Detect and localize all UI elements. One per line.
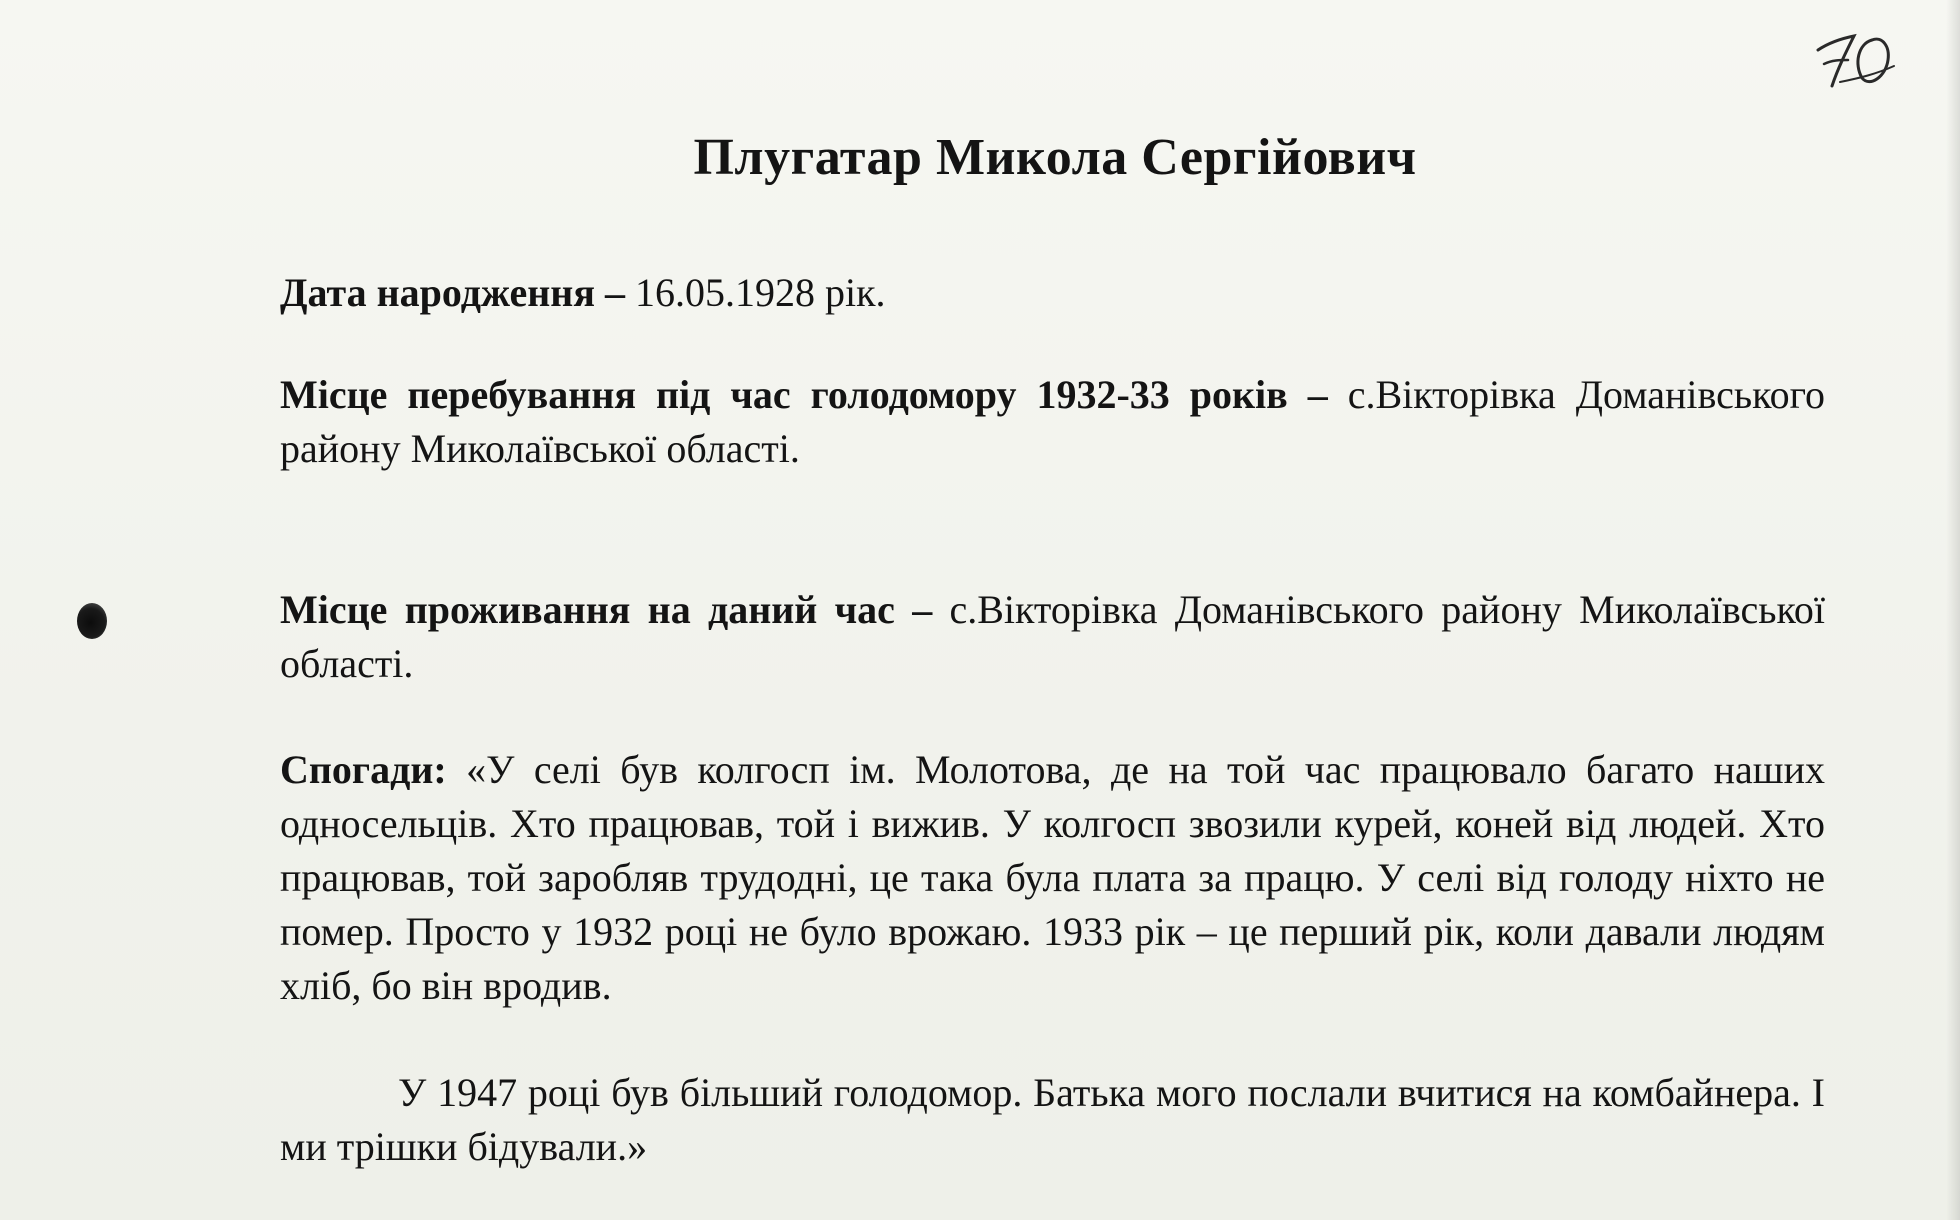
birth-date-line — [280, 266, 1825, 320]
handwritten-page-number — [1810, 20, 1900, 100]
current-place-paragraph — [280, 583, 1825, 691]
document-title: Плугатар Микола Сергійович — [693, 129, 1417, 186]
memories-text: «У селі був колгосп ім. Молотова, де на той час працювало багато наших односельців. Хто працював, той і вижив. У колгосп звозили курей, коней від людей. Хто працював, той заробляв трудодні, це така була плата за працю. У селі від голоду ніхто не помер. Просто у 1932 році не було врожаю. 1933 рік – це перший рік, коли давали людям хліб, бо він вродив. — [280, 747, 1825, 1008]
famine-place-value: с.Вікторівка Доманівського району Миколаївської області. — [280, 372, 1825, 471]
memories-paragraph-2: У 1947 році був більший голодомор. Батька мого послали вчитися на комбайнера. І ми трішки бідували.» — [280, 1070, 1825, 1169]
memories-paragraph — [280, 743, 1825, 1013]
famine-place-paragraph — [280, 368, 1825, 476]
birth-date-label: Дата народження – — [280, 270, 625, 315]
birth-date-value: 16.05.1928 рік. — [624, 270, 886, 315]
famine-place-label: Місце перебування під час голодомору 1932-33 років – — [280, 372, 1328, 417]
punch-hole — [77, 603, 107, 639]
current-place-value: с.Вікторівка Доманівського району Миколаївської області. — [280, 587, 1825, 686]
current-place-label: Місце проживання на даний час – — [280, 587, 933, 632]
memories-label: Спогади: — [280, 747, 447, 792]
